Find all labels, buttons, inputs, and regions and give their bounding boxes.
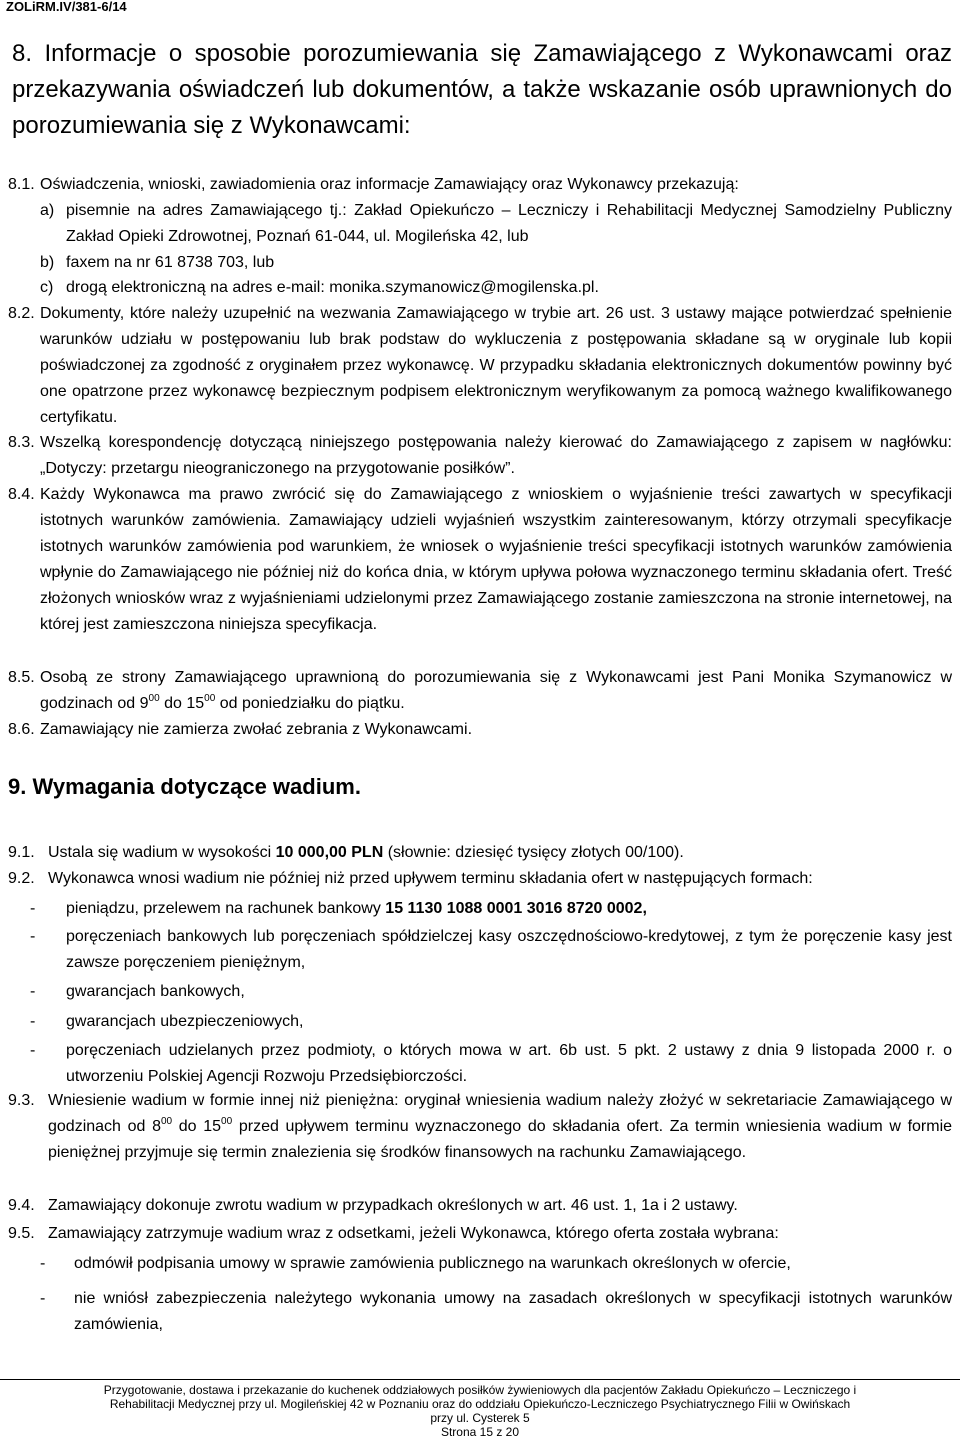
section-8-2-text: Dokumenty, które należy uzupełnić na wezwania Zamawiającego w trybie art. 26 ust. 3 ustawy mające potwierdzać spełnienie warunków udziału w postępowaniu lub brak podstaw do wykluczenia z postępowania składane są w oryginale lub kopii poświadczonej za zgodność z oryginałem przez wykonawcę. W przypadku składania elektronicznych dokumentów powinny być one opatrzone przez wykonawcę bezpiecznym podpisem elektronicznym weryfikowanym za pomocą ważnego kwalifikowanego certyfikatu.: [40, 305, 952, 426]
footer-line-3: przy ul. Cysterek 5: [430, 1411, 530, 1425]
bullet-dash: -: [30, 1013, 36, 1030]
item-b-label: b): [40, 254, 55, 271]
bullet-dash: -: [40, 1290, 46, 1307]
wadium-form-money: pieniądzu, przelewem na rachunek bankowy 15 1130 1088 0001 3016 8720 0002,: [66, 900, 647, 917]
bullet-dash: -: [30, 900, 36, 917]
section-8-heading: 8. Informacje o sposobie porozumiewania się Zamawiającego z Wykonawcami oraz przekazywania oświadczeń lub dokumentów, a także wskazanie osób uprawnionych do porozumiewania się z Wykonawcami:: [12, 40, 952, 139]
section-9-3-number: 9.3.: [8, 1092, 35, 1109]
item-b-text: faxem na nr 61 8738 703, lub: [66, 254, 275, 271]
wadium-form-bank-guarantees: gwarancjach bankowych,: [66, 983, 245, 1000]
section-9-heading: 9. Wymagania dotyczące wadium.: [8, 774, 361, 799]
wadium-form-entity-sureties: poręczeniach udzielanych przez podmioty, o których mowa w art. 6b ust. 5 pkt. 2 ustawy z dnia 9 listopada 2000 r. o utworzeniu Polskiej Agencji Rozwoju Przedsiębiorczości.: [66, 1042, 952, 1085]
wadium-form-insurance-guarantees: gwarancjach ubezpieczeniowych,: [66, 1013, 304, 1030]
section-9-2-text: Wykonawca wnosi wadium nie później niż przed upływem terminu składania ofert w następujących formach:: [48, 870, 813, 887]
forfeit-condition-no-security: nie wniósł zabezpieczenia należytego wykonania umowy na zasadach określonych w specyfikacji istotnych warunków zamówienia,: [74, 1290, 952, 1333]
item-a-text: pisemnie na adres Zamawiającego tj.: Zakład Opiekuńczo – Leczniczy i Rehabilitacji Medycznej Samodzielny Publiczny Zakład Opieki Zdrowotnej, Poznań 61-044, ul. Mogileńska 42, lub: [66, 202, 952, 245]
footer-line-1: Przygotowanie, dostawa i przekazanie do kuchenek oddziałowych posiłków żywieniowych dla pacjentów Zakładu Opiekuńczo – Leczniczego i: [103, 1383, 857, 1397]
item-c-label: c): [40, 279, 54, 296]
page-number: Strona 15 z 20: [440, 1425, 520, 1439]
item-c-text: drogą elektroniczną na adres e-mail: monika.szymanowicz@mogilenska.pl.: [66, 279, 599, 296]
section-9-5-number: 9.5.: [8, 1225, 35, 1242]
section-9-2-number: 9.2.: [8, 870, 35, 887]
section-8-5-number: 8.5.: [8, 669, 35, 686]
section-9-1-number: 9.1.: [8, 844, 35, 861]
forfeit-condition-refused-contract: odmówił podpisania umowy w sprawie zamówienia publicznego na warunkach określonych w ofercie,: [74, 1255, 791, 1272]
section-8-4-number: 8.4.: [8, 486, 35, 503]
wadium-form-bank-sureties: poręczeniach bankowych lub poręczeniach spółdzielczej kasy oszczędnościowo-kredytowej, z tym że poręczenie kasy jest zawsze poręczeniem pieniężnym,: [66, 928, 952, 971]
section-8-4-text: Każdy Wykonawca ma prawo zwrócić się do Zamawiającego z wnioskiem o wyjaśnienie treści zawartych w specyfikacji istotnych warunków zamówienia. Zamawiający udzieli wyjaśnień wszystkim zainteresowanym, którzy otrzymali specyfikacje istotnych warunków zamówienia pod warunkiem, że wniosek o wyjaśnienie treści specyfikacji istotnych warunków zamówienia wpłynie do Zamawiającego nie później niż do końca dnia, w którym upływa połowa wyznaczonego terminu składania ofert. Treść złożonych wniosków wraz z wyjaśnieniami udzielonymi przez Zamawiającego zostanie zamieszczona na stronie internetowej, na której jest zamieszczona niniejsza specyfikacja.: [40, 486, 952, 633]
section-8-3-number: 8.3.: [8, 434, 35, 451]
section-8-3-text: Wszelką korespondencję dotyczącą niniejszego postępowania należy kierować do Zamawiającego z zapisem w nagłówku: „Dotyczy: przetargu nieograniczonego na przygotowanie posiłków”.: [40, 434, 952, 477]
bullet-dash: -: [30, 983, 36, 1000]
superscript: 00: [148, 693, 160, 704]
section-9-4-number: 9.4.: [8, 1197, 35, 1214]
section-8-6-number: 8.6.: [8, 721, 35, 738]
page-footer: [0, 1379, 960, 1439]
section-9-5-text: Zamawiający zatrzymuje wadium wraz z odsetkami, jeżeli Wykonawca, którego oferta została wybrana:: [48, 1225, 779, 1242]
bullet-dash: -: [30, 1042, 36, 1059]
bullet-dash: -: [40, 1255, 46, 1272]
section-9-1-text: Ustala się wadium w wysokości 10 000,00 PLN (słownie: dziesięć tysięcy złotych 00/100).: [48, 844, 684, 861]
footer-line-2: Rehabilitacji Medycznej przy ul. Mogileńskiej 42 w Poznaniu oraz do oddziału Opiekuńczo-Leczniczego Psychiatrycznego Filii w Owińskach: [109, 1397, 851, 1411]
section-8-6-text: Zamawiający nie zamierza zwołać zebrania z Wykonawcami.: [40, 721, 473, 738]
wadium-amount: 10 000,00 PLN: [275, 844, 384, 861]
superscript: 00: [221, 1116, 233, 1127]
bullet-dash: -: [30, 928, 36, 945]
superscript: 00: [204, 693, 216, 704]
section-9-3-text: Wniesienie wadium w formie innej niż pieniężna: oryginał wniesienia wadium należy złożyć w sekretariacie Zamawiającego w godzinach od $8^{00}$ do $15^{00}$ przed upływem terminu wyznaczonego do składania ofert. Za termin wniesienia wadium w formie pieniężnej przyjmuje się termin znalezienia się środków finansowych na rachunku Zamawiającego.: [48, 1092, 953, 1161]
section-8-1-number: 8.1.: [8, 176, 35, 193]
bank-account-number: 15 1130 1088 0001 3016 8720 0002,: [385, 900, 647, 917]
section-9-4-text: Zamawiający dokonuje zwrotu wadium w przypadkach określonych w art. 46 ust. 1, 1a i 2 ustawy.: [48, 1197, 738, 1214]
document-reference: ZOLiRM.IV/381-6/14: [6, 0, 127, 14]
superscript: 00: [160, 1116, 173, 1127]
section-8-2-number: 8.2.: [8, 305, 35, 322]
item-a-label: a): [40, 202, 55, 219]
section-8-1-text: Oświadczenia, wnioski, zawiadomienia oraz informacje Zamawiający oraz Wykonawcy przekazują:: [40, 176, 739, 193]
section-8-5-text: Osobą ze strony Zamawiającego uprawnioną do porozumiewania się z Wykonawcami jest Pani Monika Szymanowicz w godzinach od $9^{00}$ do $15^{00}$ od poniedziałku do piątku.: [40, 669, 952, 712]
